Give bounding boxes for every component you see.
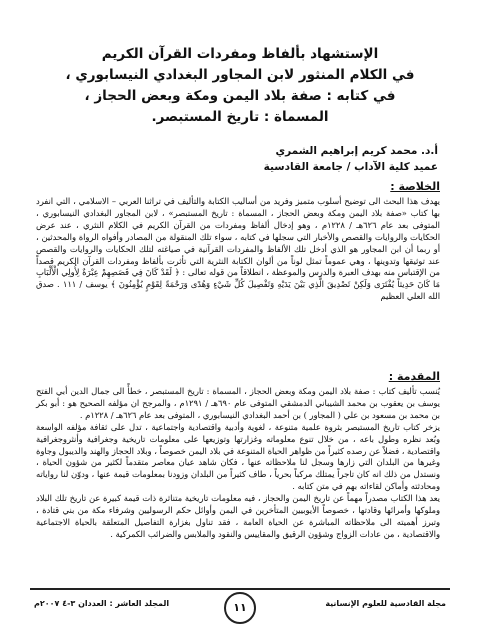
author-block [264, 143, 438, 175]
abstract-body [36, 196, 440, 303]
author-name: أ.د. محمد كريم إبراهيم الشمري [275, 145, 438, 157]
intro-paragraph-2: يزخر كتاب تاريخ المستبصر بثروة علمية متنوعة ، لغوية وأدبية واقتصادية واجتماعية ، تدل على ثقافة مؤلفه الواسعة وبُعد نظره وطول باعه ، من خلال تنوع معلوماته وغزارتها وتوزيعها على معلومات تاريخية وجغرافية وأنثروجغرافية واقتصادية ، فضلاً عن رصده كثيراً من ظواهر الحياة المتنوعة في بلاد اليمن خصوصاً ، وبلاد الحجاز والهند والديبول وجاوة وغيرها من البلدان التي زارها وسجل لنا ملاحظاته عنها ، فكان شاهد عيان معاصر متقدماً لكثير من شؤون الحياة ، ونستدل من ذلك انه كان تاجراً يمتلك مركباً بحرياً ، طاف كثيراً من البلدان وزودنا بمعلومات قيمة عنها ، ودوّن لنا رواياته ومحادثته وأماكن لقاءاته بهم في متن كتابه . [36, 421, 440, 492]
paper-title [60, 44, 420, 128]
abstract-heading: الخلاصة : [390, 180, 440, 193]
title-line-4: المسماة : تاريخ المستبصر. [151, 109, 329, 125]
author-affiliation: عميد كلية الآداب / جامعة القادسية [263, 161, 438, 173]
page-number: ١١ [224, 592, 256, 624]
journal-name: مجلة القادسية للعلوم الإنسانية [325, 599, 446, 608]
intro-paragraph-3: يعد هذا الكتاب مصدراً مهماً عن تاريخ اليمن والحجاز ، فيه معلومات تاريخية متناثرة ذات قيمة كبيرة عن تاريخ تلك البلاد وملوكها وأمرائها وقادتها ، خصوصاً الأيوبيين المتأخرين في اليمن وأوائل حكم الرسوليين وشرفاء مكة من بني قتادة ، وتبرز أهميته الى ملاحظاته المباشرة عن الحياة العامة ، فقد تناول بغزارة التفاصيل المتعلقة بالحياة الاجتماعية والاقتصادية ، من عادات الزواج وشؤون الرقيق والمقاييس والنقود والملابس والضرائب الكمركية . [36, 493, 440, 539]
title-line-1: الإستشهاد بألفاظ ومفردات القرآن الكريم [101, 46, 379, 62]
intro-body [36, 386, 440, 541]
title-line-2: في الكلام المنثور لابن المجاور البغدادي النيسابوري ، [65, 67, 415, 83]
volume-info: المجلد العاشر : العددان ٣-٤ ٢٠٠٧م [34, 599, 170, 608]
intro-paragraph-1: يُنسب تأليف كتاب : صفة بلاد اليمن ومكة وبعض الحجاز ، المسماة : تاريخ المستبصر ، خطأً الى جمال الدين أبي الفتح يوسف بن يعقوب بن محمد الشيباني الدمشقي المتوفى عام ٦٩٠هـ / ١٢٩١م ، والمرجح ان مؤلفه الصحيح هو : أبو بكر بن محمد بن مسعود بن علي ( المجاور ) بن أحمد البغدادي النيسابوري ، المتوفى بعد عام ٦٢٦هـ / ١٢٢٨م . [36, 386, 440, 420]
title-line-3: في كتابه : صفة بلاد اليمن ومكة وبعض الحجاز ، [84, 88, 396, 104]
intro-heading: المقدمة : [388, 370, 440, 383]
page-footer [30, 588, 450, 624]
abstract-text: يهدف هذا البحث الى توضيح أسلوب متميز وفريد من أساليب الكتابة والتأليف في تراثنا العربي – الاسلامي ، التي انفرد بها كتاب «صفة بلاد اليمن ومكة وبعض الحجاز ، المسماة : تاريخ المستبصر» ، لابن المجاور البغدادي النيسابوري ، المتوفى بعد عام ٦٢٦هـ / ١٢٢٨م ، وهو إدخال ألفاظ ومفردات من القرآن الكريم في الكلام النثري ، عند عرض الحكايات والروايات والقصص والأخبار التي سجلها في كتابه ، سواء تلك المنقولة من المصادر وأفواه الرواة والمحدثين ، أو ربما أن ابن المجاور هو الذي أدخل تلك الألفاظ والمفردات القرآنية في صياغته لتلك الحكايات والروايات والقصص عند توثيقها وتدوينها ، وهي عموماً تمثل لوناً من ألوان الكتابة النثرية التي تأثرت بألفاظ ومفردات القرآن الكريم قصداً من الإقتباس منه بهدف العبرة والدرس والموعظة ، انطلاقاً من قوله تعالى : ﴿ لَقَدْ كَانَ فِي قَصَصِهِمْ عِبْرَةٌ لِأُولِي الْأَلْبَابِ مَا كَانَ حَدِيثاً يُفْتَرَى وَلَكِنْ تَصْدِيقَ الَّذِي بَيْنَ يَدَيْهِ وَتَفْصِيلَ كُلِّ شَيْءٍ وَهُدًى وَرَحْمَةً لِقَوْمٍ يُؤْمِنُونَ ﴾ يوسف / ١١١ . صدق الله العلي العظيم [36, 196, 440, 302]
